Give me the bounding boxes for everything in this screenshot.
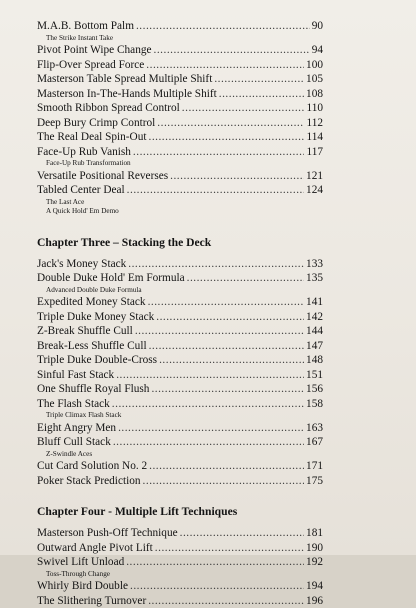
toc-page-number: 147: [306, 339, 323, 354]
toc-entry-title: The Flash Stack: [37, 397, 110, 412]
toc-entry-title: Versatile Positional Reverses: [37, 169, 168, 184]
toc-entry-title: Break-Less Shuffle Cull: [37, 339, 147, 354]
dot-leader: [112, 397, 304, 412]
dot-leader: [182, 101, 305, 116]
toc-subentry: Toss-Through Change: [37, 570, 323, 580]
dot-leader: [127, 183, 304, 198]
toc-entry-title: Flip-Over Spread Force: [37, 58, 144, 73]
toc-entry: [37, 382, 323, 397]
dot-leader: [214, 72, 304, 87]
toc-entry: [37, 145, 323, 160]
section-spacer: [37, 519, 323, 526]
chapter-four-entries: [37, 526, 323, 608]
toc-page-number: 181: [306, 526, 323, 541]
toc-entry-title: Poker Stack Prediction: [37, 474, 141, 489]
section-spacer: [37, 250, 323, 257]
toc-entry: [37, 257, 323, 272]
toc-page-number: 110: [306, 101, 323, 116]
toc-page-number: 141: [306, 295, 323, 310]
toc-page-number: 192: [306, 555, 323, 570]
toc-entry: [37, 169, 323, 184]
toc-entry-title: Bluff Cull Stack: [37, 435, 111, 450]
toc-entry-title: Masterson In-The-Hands Multiple Shift: [37, 87, 217, 102]
toc-entry: [37, 295, 323, 310]
dot-leader: [149, 339, 304, 354]
toc-entry: [37, 183, 323, 198]
toc-entry-title: Double Duke Hold' Em Formula: [37, 271, 185, 286]
toc-entry-title: Masterson Table Spread Multiple Shift: [37, 72, 212, 87]
toc-page-number: 144: [306, 324, 323, 339]
toc-entry-title: The Slithering Turnover: [37, 594, 146, 608]
dot-leader: [148, 295, 304, 310]
toc-entry-title: Deep Bury Crimp Control: [37, 116, 155, 131]
toc-entry-title: Smooth Ribbon Spread Control: [37, 101, 180, 116]
toc-subentry: The Last Ace: [37, 198, 323, 208]
toc-entry: [37, 19, 323, 34]
toc-page-number: 151: [306, 368, 323, 383]
toc-entry-title: Swivel Lift Unload: [37, 555, 124, 570]
dot-leader: [118, 421, 304, 436]
toc-entry: [37, 43, 323, 58]
toc-entry: [37, 421, 323, 436]
toc-subentry: Triple Climax Flash Stack: [37, 411, 323, 421]
toc-page-number: 117: [306, 145, 323, 160]
dot-leader: [149, 459, 304, 474]
toc-entry-title: Face-Up Rub Vanish: [37, 145, 131, 160]
toc-entry-title: Triple Duke Double-Cross: [37, 353, 157, 368]
dot-leader: [149, 130, 305, 145]
toc-subentry: A Quick Hold' Em Demo: [37, 207, 323, 217]
toc-entry: [37, 368, 323, 383]
toc-entry: [37, 526, 323, 541]
toc-entry: [37, 579, 323, 594]
toc-page-number: 196: [306, 594, 323, 608]
dot-leader: [126, 555, 304, 570]
toc-page-number: 148: [306, 353, 323, 368]
toc-entry: [37, 116, 323, 131]
toc-page-number: 112: [306, 116, 323, 131]
dot-leader: [170, 169, 304, 184]
toc-page-number: 167: [306, 435, 323, 450]
toc-entry: [37, 87, 323, 102]
toc-entry-title: M.A.B. Bottom Palm: [37, 19, 134, 34]
toc-entry-title: The Real Deal Spin-Out: [37, 130, 147, 145]
dot-leader: [146, 58, 304, 73]
toc-entry: [37, 353, 323, 368]
toc-page-number: 100: [306, 58, 323, 73]
dot-leader: [219, 87, 304, 102]
toc-page-number: 121: [306, 169, 323, 184]
chapter-three-entries: [37, 257, 323, 489]
toc-entry: [37, 397, 323, 412]
toc-page-number: 158: [306, 397, 323, 412]
toc-page-number: 133: [306, 257, 323, 272]
dot-leader: [154, 43, 310, 58]
toc-entry: [37, 271, 323, 286]
toc-page-number: 108: [306, 87, 323, 102]
toc-entry: [37, 324, 323, 339]
toc-entry: [37, 459, 323, 474]
toc-subentry: Advanced Double Duke Formula: [37, 286, 323, 296]
table-of-contents: [37, 19, 323, 608]
dot-leader: [155, 541, 304, 556]
toc-entry-title: Triple Duke Money Stack: [37, 310, 154, 325]
toc-entry: [37, 72, 323, 87]
toc-entry-title: Outward Angle Pivot Lift: [37, 541, 153, 556]
toc-page-number: 163: [306, 421, 323, 436]
toc-entry: [37, 101, 323, 116]
toc-page-number: 175: [306, 474, 323, 489]
toc-subentry: Z-Swindle Aces: [37, 450, 323, 460]
toc-entry-title: One Shuffle Royal Flush: [37, 382, 149, 397]
toc-page-number: 90: [312, 19, 323, 34]
dot-leader: [130, 579, 304, 594]
toc-page-number: 142: [306, 310, 323, 325]
toc-page-number: 135: [306, 271, 323, 286]
chapter-four-heading: Chapter Four - Multiple Lift Techniques: [37, 504, 323, 519]
dot-leader: [151, 382, 304, 397]
dot-leader: [136, 19, 310, 34]
toc-entry-title: Masterson Push-Off Technique: [37, 526, 178, 541]
dot-leader: [135, 324, 304, 339]
toc-entry: [37, 310, 323, 325]
toc-entry-title: Z-Break Shuffle Cull: [37, 324, 133, 339]
toc-entry-title: Eight Angry Men: [37, 421, 116, 436]
section-spacer: [37, 217, 323, 235]
toc-entry-title: Tabled Center Deal: [37, 183, 125, 198]
toc-entry: [37, 555, 323, 570]
toc-page-number: 190: [306, 541, 323, 556]
dot-leader: [148, 594, 304, 608]
chapter-three-heading: Chapter Three – Stacking the Deck: [37, 235, 323, 250]
dot-leader: [156, 310, 304, 325]
toc-page-number: 171: [306, 459, 323, 474]
toc-page-number: 105: [306, 72, 323, 87]
toc-entry-title: Sinful Fast Stack: [37, 368, 114, 383]
toc-page-number: 94: [312, 43, 323, 58]
toc-page-number: 194: [306, 579, 323, 594]
toc-entry: [37, 541, 323, 556]
dot-leader: [187, 271, 304, 286]
toc-entry-title: Expedited Money Stack: [37, 295, 146, 310]
toc-entry: [37, 339, 323, 354]
toc-page-number: 114: [306, 130, 323, 145]
dot-leader: [159, 353, 304, 368]
section-spacer: [37, 488, 323, 504]
toc-entry-title: Cut Card Solution No. 2: [37, 459, 147, 474]
dot-leader: [133, 145, 305, 160]
toc-entry: [37, 435, 323, 450]
toc-entry: [37, 58, 323, 73]
toc-entry-title: Pivot Point Wipe Change: [37, 43, 152, 58]
toc-entry: [37, 594, 323, 608]
toc-section-continued: [37, 19, 323, 217]
dot-leader: [113, 435, 304, 450]
dot-leader: [116, 368, 304, 383]
dot-leader: [157, 116, 304, 131]
toc-entry-title: Jack's Money Stack: [37, 257, 126, 272]
dot-leader: [143, 474, 305, 489]
toc-subentry: The Strike Instant Take: [37, 34, 323, 44]
toc-subentry: Face-Up Rub Transformation: [37, 159, 323, 169]
toc-entry: [37, 130, 323, 145]
toc-entry: [37, 474, 323, 489]
toc-page-number: 124: [306, 183, 323, 198]
dot-leader: [128, 257, 304, 272]
dot-leader: [180, 526, 304, 541]
toc-page-number: 156: [306, 382, 323, 397]
toc-entry-title: Whirly Bird Double: [37, 579, 128, 594]
